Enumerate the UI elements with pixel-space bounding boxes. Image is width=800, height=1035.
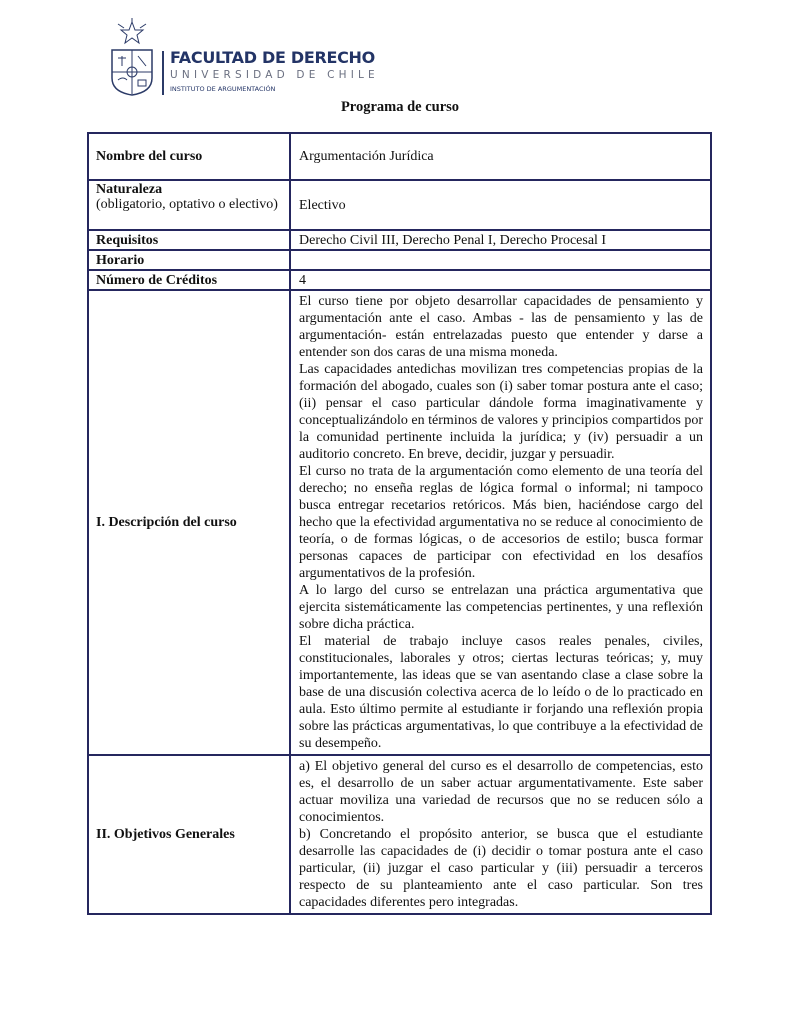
table-row-naturaleza [88,180,711,230]
paragraph: b) Concretando el propósito anterior, se busca que el estudiante desarrolle las capacidades de (i) decidir o tomar postura ante el caso particular, (ii) juzgar el caso particular y (iii) persuadir a terceros respecto de su planteamiento ante el caso particular. Son tres capacidades diferentes pero integradas. [299,827,703,910]
table-row-horario [88,250,711,270]
paragraph: A lo largo del curso se entrelazan una práctica argumentativa que ejercita sistemáticamente las competencias pertinentes, y una reflexión sobre dicha práctica. [299,583,703,632]
faculty-logo [108,18,379,98]
descripcion-value [290,290,711,755]
objetivos-value [290,755,711,914]
requisitos-value: Derecho Civil III, Derecho Penal I, Derecho Procesal I [290,230,711,250]
table-row-descripcion [88,290,711,755]
row-label: Requisitos [88,230,290,250]
logo-university-name: UNIVERSIDAD DE CHILE [170,69,379,81]
row-label: Nombre del curso [88,133,290,180]
row-label: Número de Créditos [88,270,290,290]
naturaleza-sublabel: (obligatorio, optativo o electivo) [96,197,278,212]
table-row-requisitos [88,230,711,250]
table-row-objetivos [88,755,711,914]
paragraph: El curso tiene por objeto desarrollar capacidades de pensamiento y argumentación ante el caso. Ambas - las de pensamiento y las de argumentación- están entrelazadas puesto que entender y darse a entender son dos caras de una misma moneda. [299,294,703,360]
course-name-value: Argumentación Jurídica [290,133,711,180]
logo-institute-name: INSTITUTO DE ARGUMENTACIÓN [170,85,276,93]
paragraph: El curso no trata de la argumentación como elemento de una teoría del derecho; no enseña reglas de lógica formal o informal; ni tampoco busca entregar recetarios retóricos. Más bien, haciéndose cargo del hecho que la efectividad argumentativa no se reduce al conocimiento de teoría, o de formas lógicas, o de accesorios de estilo; busca formar personas capaces de participar con efectividad en los desafíos argumentativos de la profesión. [299,464,703,581]
table-row-nombre [88,133,711,180]
row-label [88,180,290,230]
naturaleza-value: Electivo [290,180,711,230]
row-label: II. Objetivos Generales [88,755,290,914]
university-crest-icon [108,18,156,96]
row-label: Horario [88,250,290,270]
creditos-value: 4 [290,270,711,290]
course-program-table [87,132,712,915]
page-title: Programa de curso [340,99,460,115]
logo-faculty-name: FACULTAD DE DERECHO [170,48,375,67]
paragraph: El material de trabajo incluye casos reales penales, civiles, constitucionales, laborales y otros; ciertas lecturas teóricas; y, muy importantemente, las ideas que se van asentando clase a clase sobre la base de una discusión colectiva acerca de lo leído o de lo practicado en aula. Esto último permite al estudiante ir forjando una reflexión propia sobre las prácticas argumentativas, lo que contribuye a la efectividad de su desempeño. [299,634,703,751]
table-row-creditos [88,270,711,290]
row-label: I. Descripción del curso [88,290,290,755]
paragraph: a) El objetivo general del curso es el desarrollo de competencias, esto es, el desarrollo de un saber actuar argumentativamente. Este saber actuar moviliza una variedad de recursos que no se reducen sólo a conocimientos. [299,759,703,825]
horario-value [290,250,711,270]
paragraph: Las capacidades antedichas movilizan tres competencias propias de la formación del abogado, cuales son (i) saber tomar postura ante el caso; (ii) pensar el caso particular dándole forma imaginativamente y conceptualizándolo en términos de valores y principios compartidos por la comunidad pertinente incluida la jurídica; y (iv) persuadir a un auditorio concreto. En breve, decidir, juzgar y persuadir. [299,362,703,462]
logo-divider [162,51,164,95]
naturaleza-label: Naturaleza [96,182,163,197]
